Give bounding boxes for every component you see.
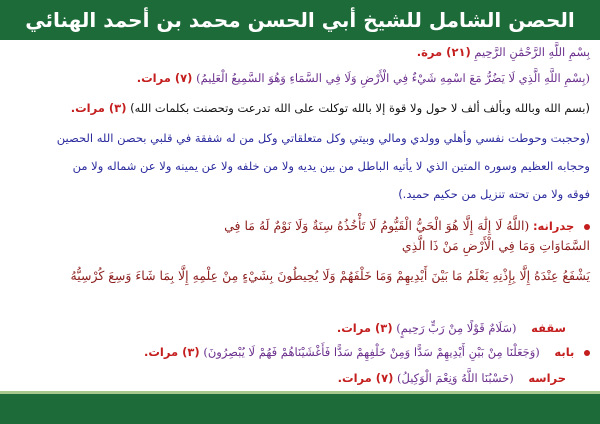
walls-line-1 bbox=[224, 218, 590, 234]
tawakkul-line bbox=[71, 100, 590, 116]
door-text: (وَجَعَلْنَا مِنْ بَيْنِ أَيْدِيهِمْ سَدًّا وَمِنْ خَلْفِهِمْ سَدًّا فَأَغْشَيْنَاهُمْ فَهُمْ لَا يُبْصِرُونَ) bbox=[203, 345, 540, 359]
hisn-paragraph-line-1: (وحجبت وحوطت نفسي وأهلي وولدي ومالي وبيتي وكل متعلقاتي وكل من له شفقة في قلبي بحصن الله الحصين bbox=[56, 131, 590, 145]
walls-text-2: السَّمَاوَاتِ وَمَا فِي الْأَرْضِ مَنْ ذَا الَّذِي bbox=[401, 238, 590, 253]
bullet-icon bbox=[584, 224, 590, 230]
basmala-count: (٢١) مرة. bbox=[416, 45, 471, 59]
hisn-paragraph-line-3: فوقه ولا من تحته تنزيل من حكيم حميد.) bbox=[398, 187, 590, 201]
roof-text: (سَلَامٌ قَوْلًا مِنْ رَبٍّ رَحِيمٍ) bbox=[396, 321, 517, 335]
walls-line-2 bbox=[402, 238, 590, 254]
page-title: الحصن الشامل للشيخ أبي الحسن محمد بن أحمد الهنائي bbox=[25, 8, 575, 32]
door-line bbox=[144, 344, 590, 360]
tawakkul-text: (بسم الله وبالله وبألف ألف لا حول ولا قوة إلا بالله توكلت على الله تدرعت وتحصنت بكلمات الله) bbox=[130, 101, 590, 115]
tawakkul-count: (٣) مرات. bbox=[70, 101, 127, 115]
door-label: بابه bbox=[554, 345, 575, 359]
roof-label: سقفه bbox=[531, 321, 566, 335]
basmala-line bbox=[417, 44, 590, 60]
bismillah-dua-count: (٧) مرات. bbox=[136, 71, 193, 85]
roof-count: (٣) مرات. bbox=[336, 321, 393, 335]
guard-line bbox=[338, 370, 566, 386]
title-bar bbox=[0, 0, 600, 40]
bismillah-dua-line bbox=[137, 70, 590, 86]
footer-bar bbox=[0, 394, 600, 424]
guard-count: (٧) مرات. bbox=[337, 371, 394, 385]
bullet-icon bbox=[584, 350, 590, 356]
hisn-paragraph-line-2: وحجابه العظيم وسوره المتين الذي لا يأتيه الباطل من بين يديه ولا من خلفه ولا عن يمينه ولا عن شماله ولا من bbox=[72, 159, 590, 173]
guard-label: حراسه bbox=[528, 371, 566, 385]
walls-label: جدرانه: bbox=[532, 219, 575, 233]
guard-text: (حَسْبُنَا اللَّهُ وَنِعْمَ الْوَكِيلُ) bbox=[397, 371, 514, 385]
walls-text-1: (اللَّهُ لَا إِلَٰهَ إِلَّا هُوَ الْحَيُّ الْقَيُّومُ لَا تَأْخُذُهُ سِنَةٌ وَلَا نَوْمٌ لَهُ مَا فِي bbox=[224, 218, 530, 233]
roof-line bbox=[337, 320, 566, 336]
basmala-text: بِسْمِ اللَّهِ الرَّحْمَٰنِ الرَّحِيمِ bbox=[474, 45, 590, 59]
walls-line-3 bbox=[71, 268, 590, 284]
walls-text-3: يَشْفَعُ عِنْدَهُ إِلَّا بِإِذْنِهِ يَعْلَمُ مَا بَيْنَ أَيْدِيهِمْ وَمَا خَلْفَهُمْ وَلَا يُحِيطُونَ بِشَيْءٍ مِنْ عِلْمِهِ إِلَّا بِمَا شَاءَ وَسِعَ كُرْسِيُّهُ bbox=[70, 268, 590, 283]
bismillah-dua-text: (بِسْمِ اللَّهِ الَّذِي لَا يَضُرُّ مَعَ اسْمِهِ شَيْءٌ فِي الْأَرْضِ وَلَا فِي السَّمَاءِ وَهُوَ السَّمِيعُ الْعَلِيمُ) bbox=[196, 71, 590, 85]
door-count: (٣) مرات. bbox=[143, 345, 200, 359]
